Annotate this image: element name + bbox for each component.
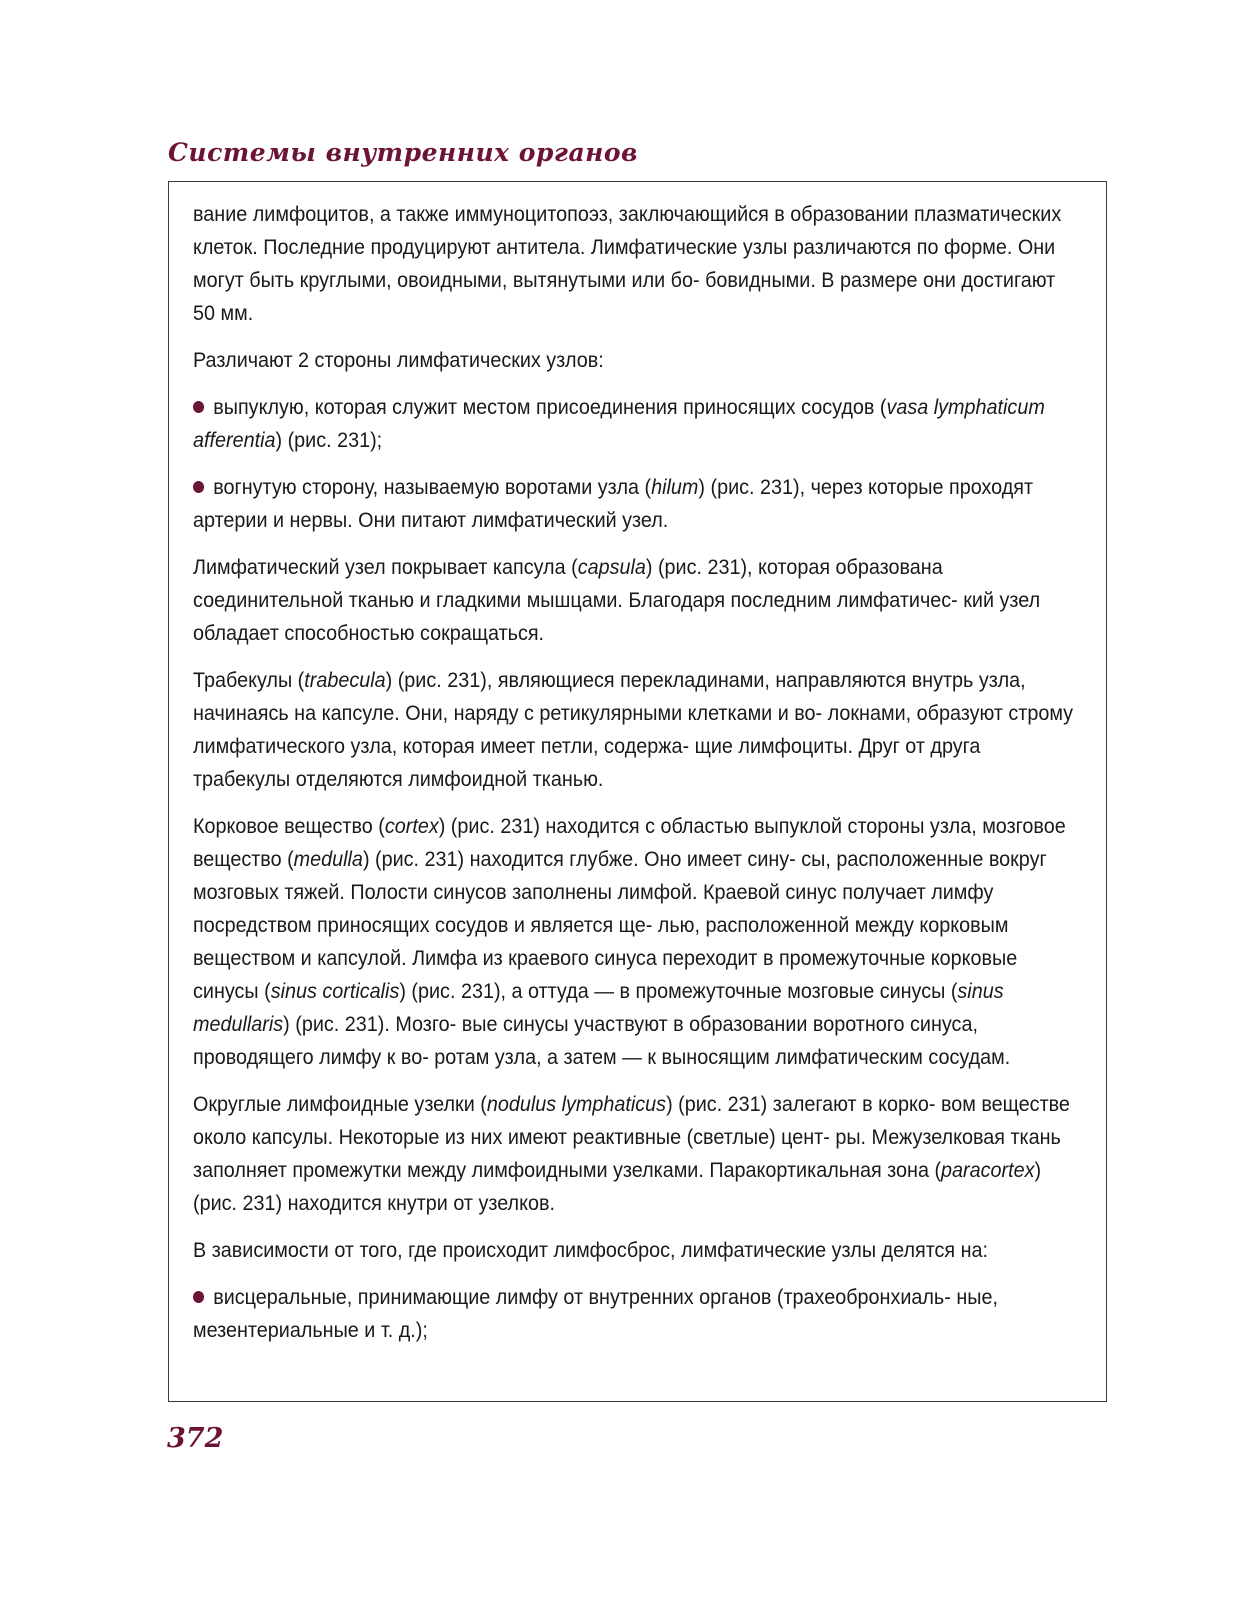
paragraph (193, 1234, 1081, 1267)
paragraph-text: ) (рис. 231), через которые проходят артерии и нервы. Они питают лимфатический узел. (193, 475, 1034, 532)
paragraph-text: висцеральные, принимающие лимфу от внутренних органов (трахеобронхиаль- ные, мезентериальные и т. д.); (193, 1285, 998, 1342)
bullet-icon (193, 1291, 204, 1303)
paragraph-text: ) (рис. 231), а оттуда — в промежуточные мозговые синусы ( (399, 979, 958, 1003)
paragraph-text: Округлые лимфоидные узелки ( (193, 1092, 487, 1116)
latin-term: hilum (651, 475, 699, 499)
latin-term: paracortex (941, 1158, 1035, 1182)
page-number: 372 (167, 1423, 224, 1454)
latin-term: vasa lymphaticum afferentia (193, 395, 1045, 452)
latin-term: medulla (293, 847, 363, 871)
paragraph (193, 1088, 1081, 1220)
paragraph-text: вание лимфоцитов, а также иммуноцитопоэз, заключающийся в образовании плазматических клеток. Последние продуцируют антитела. Лимфатические узлы различаются по форме. Они могут быть круглыми, овоидными, вытянутыми или бо- бовидными. В размере они достигают 50 мм. (193, 202, 1062, 325)
paragraph-text: ) (рис. 231) залегают в корко- вом веществе около капсулы. Некоторые из них имеют реактивные (светлые) цент- ры. Межузелковая ткань заполняет промежутки между лимфоидными узелками. Паракортикальная зона ( (193, 1092, 1070, 1182)
bullet-item (193, 471, 1081, 537)
paragraph (193, 664, 1081, 796)
paragraph-text: ) (рис. 231) находится с областью выпуклой стороны узла, мозговое вещество ( (193, 814, 1066, 871)
paragraph (193, 551, 1081, 650)
latin-term: sinus corticalis (270, 979, 400, 1003)
paragraph-text: В зависимости от того, где происходит лимфосброс, лимфатические узлы делятся на: (193, 1238, 989, 1262)
paragraph-text: ) (рис. 231), которая образована соединительной тканью и гладкими мышцами. Благодаря последним лимфатичес- кий узел обладает способностью сокращаться. (193, 555, 1041, 645)
paragraph-text: выпуклую, которая служит местом присоединения приносящих сосудов ( (213, 395, 887, 419)
bullet-icon (193, 401, 204, 413)
latin-term: nodulus lymphaticus (486, 1092, 667, 1116)
running-head: Системы внутренних органов (168, 138, 638, 167)
paragraph-text: вогнутую сторону, называемую воротами узла ( (213, 475, 652, 499)
bullet-icon (193, 481, 204, 493)
paragraph-text: ) (рис. 231), являющиеся перекладинами, направляются внутрь узла, начинаясь на капсуле. Они, наряду с ретикулярными клетками и во- локнами, образуют строму лимфатического узла, которая имеет петли, содержа- щие лимфоциты. Друг от друга трабекулы отделяются лимфоидной тканью. (193, 668, 1074, 791)
paragraph (193, 198, 1081, 330)
paragraph-text: Различают 2 стороны лимфатических узлов: (193, 348, 604, 372)
paragraph (193, 344, 1081, 377)
paragraph-text: ) (рис. 231) находится глубже. Оно имеет сину- сы, расположенные вокруг мозговых тяжей. Полости синусов заполнены лимфой. Краевой синус получает лимфу посредством приносящих сосудов и является ще- лью, расположенной между корковым веществом и капсулой. Лимфа из краевого синуса переходит в промежуточные корковые синусы ( (193, 847, 1047, 1003)
latin-term: sinus medullaris (193, 979, 1004, 1036)
bullet-item (193, 1281, 1081, 1347)
paragraph-text: ) (рис. 231). Мозго- вые синусы участвуют в образовании воротного синуса, проводящего лимфу к во- ротам узла, а затем — к выносящим лимфатическим сосудам. (193, 1012, 1011, 1069)
paragraph-text: ) (рис. 231); (275, 428, 383, 452)
latin-term: capsula (577, 555, 646, 579)
paragraph-text: Лимфатический узел покрывает капсула ( (193, 555, 578, 579)
paragraph (193, 810, 1081, 1074)
paragraph-text: Корковое вещество ( (193, 814, 385, 838)
latin-term: trabecula (304, 668, 386, 692)
paragraph-text: Трабекулы ( (193, 668, 305, 692)
latin-term: cortex (384, 814, 439, 838)
text-box (168, 181, 1107, 1402)
bullet-item (193, 391, 1081, 457)
paragraph-text: ) (рис. 231) находится кнутри от узелков. (193, 1158, 1042, 1215)
